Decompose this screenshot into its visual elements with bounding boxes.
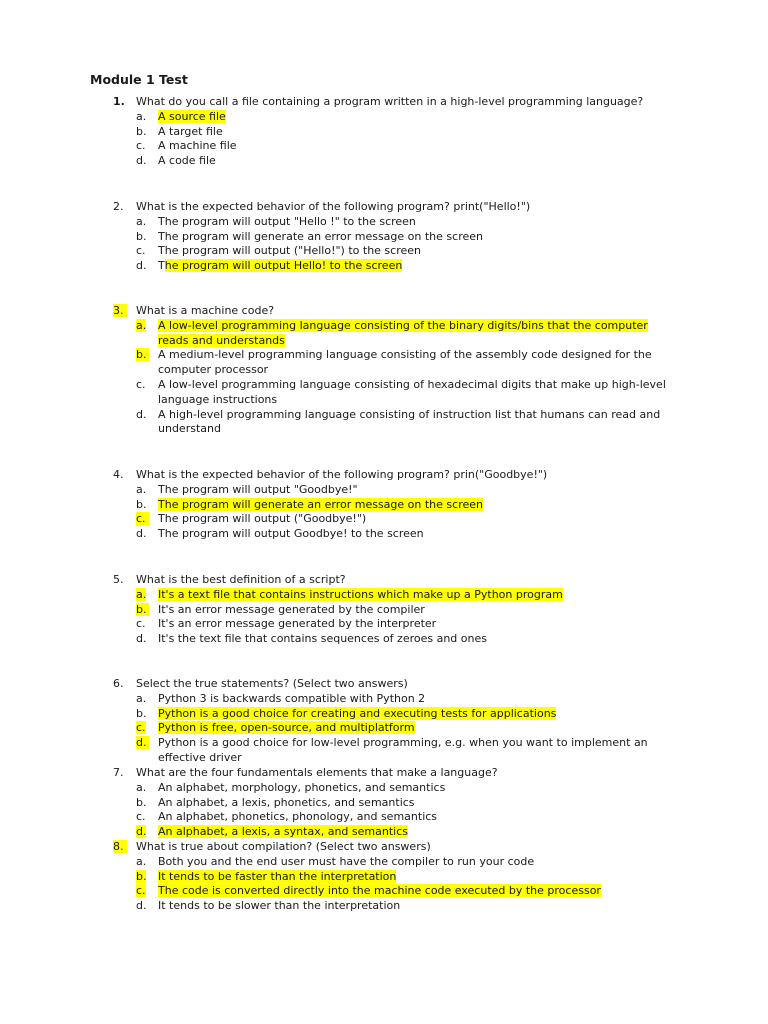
option-text: A target file xyxy=(158,124,223,138)
option-text: A medium-level programming language consisting of the assembly code designed for the computer processor xyxy=(158,348,652,377)
document-title: Module 1 Test xyxy=(90,72,188,87)
answer-option xyxy=(0,348,768,378)
option-letter: d. xyxy=(136,154,147,168)
option-text: An alphabet, a lexis, phonetics, and semantics xyxy=(158,795,415,809)
question-number: 5. xyxy=(113,573,124,586)
option-text: It's an error message generated by the interpreter xyxy=(158,617,437,631)
answer-option xyxy=(0,588,768,603)
option-letter: b. xyxy=(136,229,147,243)
option-text: Both you and the end user must have the compiler to run your code xyxy=(158,854,535,868)
question-text: What is the expected behavior of the following program? print("Hello!") xyxy=(136,200,531,213)
option-letter: a. xyxy=(136,854,147,868)
answer-option xyxy=(0,259,768,274)
answer-option xyxy=(0,244,768,259)
question-text: What is true about compilation? (Select two answers) xyxy=(136,840,431,853)
question-number: 6. xyxy=(113,677,124,690)
option-letter: d. xyxy=(136,736,149,751)
option-letter: d. xyxy=(136,632,147,646)
answer-option xyxy=(0,498,768,513)
option-letter: c. xyxy=(136,810,146,824)
question-text: Select the true statements? (Select two answers) xyxy=(136,677,408,690)
option-letter: b. xyxy=(136,869,147,883)
option-text: The program will output ("Goodbye!") xyxy=(158,512,367,526)
option-text-highlighted: The code is converted directly into the machine code executed by the processor xyxy=(158,884,601,898)
question-7 xyxy=(0,766,768,840)
option-text-highlighted: It's a text file that contains instructions which make up a Python program xyxy=(158,587,563,601)
question-6 xyxy=(0,677,768,766)
question-1 xyxy=(0,95,768,169)
option-text: Python is a good choice for low-level programming, e.g. when you want to implement an effective driver xyxy=(158,736,648,764)
option-text: The program will output "Goodbye!" xyxy=(158,482,358,496)
question-4 xyxy=(0,468,768,542)
option-text-lead: T xyxy=(158,259,165,273)
option-text: Python 3 is backwards compatible with Python 2 xyxy=(158,691,426,705)
answer-option xyxy=(0,870,768,885)
option-letter: c. xyxy=(136,512,149,527)
option-text: A machine file xyxy=(158,139,237,153)
answer-option xyxy=(0,692,768,707)
answer-option xyxy=(0,154,768,169)
answer-option xyxy=(0,408,768,438)
option-text: A low-level programming language consisting of hexadecimal digits that make up high-level language instructions xyxy=(158,377,666,406)
option-text: An alphabet, phonetics, phonology, and semantics xyxy=(158,810,438,824)
option-letter: b. xyxy=(136,706,147,720)
answer-option xyxy=(0,884,768,899)
option-letter: a. xyxy=(136,780,147,794)
answer-option xyxy=(0,855,768,870)
answer-option xyxy=(0,707,768,722)
question-number: 3. xyxy=(113,304,133,319)
option-text: A code file xyxy=(158,154,216,168)
option-letter: c. xyxy=(136,377,146,391)
answer-option xyxy=(0,721,768,736)
option-letter: d. xyxy=(136,899,147,913)
option-letter: c. xyxy=(136,617,146,631)
question-text: What is the expected behavior of the following program? prin("Goodbye!") xyxy=(136,468,548,481)
option-text-highlighted: Python is a good choice for creating and executing tests for applications xyxy=(158,706,557,720)
option-letter: d. xyxy=(136,407,147,421)
answer-option xyxy=(0,230,768,245)
option-text: It tends to be slower than the interpretation xyxy=(158,899,401,913)
option-text: The program will generate an error message on the screen xyxy=(158,229,483,243)
option-text-highlighted: A source file xyxy=(158,109,226,123)
answer-option xyxy=(0,527,768,542)
question-number: 4. xyxy=(113,468,124,481)
question-number: 1. xyxy=(113,95,125,108)
option-letter: c. xyxy=(136,139,146,153)
option-letter: a. xyxy=(136,691,147,705)
option-letter: a. xyxy=(136,482,147,496)
option-text-highlighted: It tends to be faster than the interpretation xyxy=(158,869,397,883)
answer-option xyxy=(0,483,768,498)
option-letter: a. xyxy=(136,109,147,123)
question-number: 7. xyxy=(113,766,124,779)
answer-option xyxy=(0,603,768,618)
answer-option xyxy=(0,736,768,766)
option-letter: d. xyxy=(136,527,147,541)
option-letter: d. xyxy=(136,259,147,273)
option-text-highlighted: he program will output Hello! to the screen xyxy=(164,259,403,273)
question-text: What is a machine code? xyxy=(136,304,275,317)
option-letter: b. xyxy=(136,124,147,138)
option-text xyxy=(158,259,678,274)
option-text: The program will output "Hello !" to the screen xyxy=(158,214,416,228)
answer-option xyxy=(0,632,768,647)
answer-option xyxy=(0,125,768,140)
option-letter: a. xyxy=(136,214,147,228)
answer-option xyxy=(0,899,768,914)
answer-option xyxy=(0,139,768,154)
option-letter: a. xyxy=(136,318,147,332)
question-2 xyxy=(0,200,768,274)
question-text: What are the four fundamentals elements that make a language? xyxy=(136,766,498,779)
answer-option xyxy=(0,319,768,349)
question-text: What do you call a file containing a program written in a high-level programming language? xyxy=(136,95,644,108)
option-letter: d. xyxy=(136,825,147,839)
answer-option xyxy=(0,215,768,230)
question-3 xyxy=(0,304,768,437)
option-letter: b. xyxy=(136,348,149,363)
answer-option xyxy=(0,512,768,527)
question-5 xyxy=(0,573,768,647)
option-letter: b. xyxy=(136,795,147,809)
answer-option xyxy=(0,781,768,796)
option-letter: c. xyxy=(136,244,146,258)
option-text-highlighted: An alphabet, a lexis, a syntax, and semantics xyxy=(158,825,408,839)
question-number: 2. xyxy=(113,200,124,213)
option-text: It's the text file that contains sequences of zeroes and ones xyxy=(158,632,487,646)
option-letter: b. xyxy=(136,603,149,618)
option-text: It's an error message generated by the compiler xyxy=(158,602,425,616)
option-text-highlighted: Python is free, open-source, and multiplatform xyxy=(158,721,415,735)
option-text: The program will output Goodbye! to the screen xyxy=(158,527,424,541)
option-letter: a. xyxy=(136,587,147,601)
answer-option xyxy=(0,796,768,811)
answer-option xyxy=(0,110,768,125)
answer-option xyxy=(0,617,768,632)
option-text: A high-level programming language consisting of instruction list that humans can read and understand xyxy=(158,407,661,436)
answer-option xyxy=(0,825,768,840)
question-number: 8. xyxy=(113,840,133,855)
option-letter: b. xyxy=(136,497,147,511)
option-letter: c. xyxy=(136,721,146,735)
answer-option xyxy=(0,810,768,825)
option-text-highlighted: The program will generate an error message on the screen xyxy=(158,497,483,511)
answer-option xyxy=(0,378,768,408)
option-text: An alphabet, morphology, phonetics, and semantics xyxy=(158,780,446,794)
question-8 xyxy=(0,840,768,914)
question-text: What is the best definition of a script? xyxy=(136,573,346,586)
option-letter: c. xyxy=(136,884,146,898)
option-text-highlighted: A low-level programming language consisting of the binary digits/bins that the computer reads and understands xyxy=(158,318,648,347)
option-text: The program will output ("Hello!") to the screen xyxy=(158,244,421,258)
